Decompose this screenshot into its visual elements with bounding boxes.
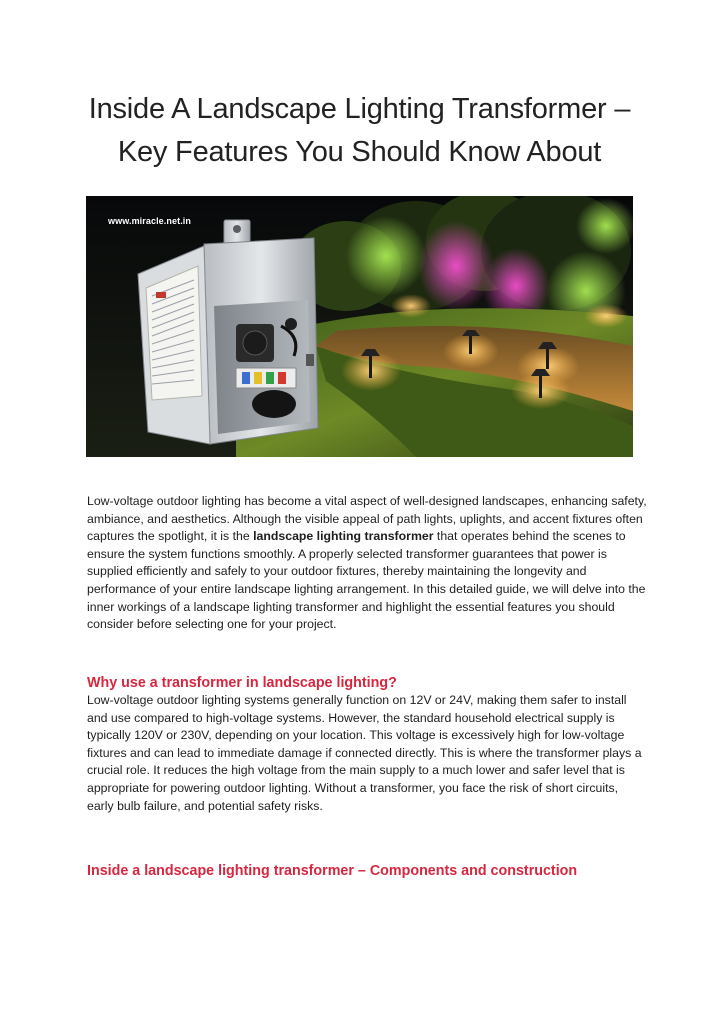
intro-text-start: Low-voltage outdoor lighting has become a vital aspect of well-designed landscapes, enhancing safety, ambiance, and aesthetics. Although the visible appeal of path lights, uplights, and accent fixtures often captures the spotlight, it is the [87,494,647,544]
hero-image [86,196,633,457]
page-title [40,88,679,174]
image-watermark: www.miracle.net.in [108,216,191,226]
title-line-1: Inside A Landscape Lighting Transformer – [88,93,631,125]
intro-paragraph [87,493,647,634]
section-heading-components: Inside a landscape lighting transformer – Components and construction [87,863,578,879]
title-line-2: Key Features You Should Know About [117,136,602,168]
intro-text-end: that operates behind the scenes to ensure the system functions smoothly. A properly selected transformer guarantees that power is supplied efficiently and safely to your outdoor fixtures, thereby maintaining the longevity and performance of your entire landscape lighting arrangement. In this detailed guide, we will delve into the inner workings of a landscape lighting transformer and highlight the essential features you should consider before selecting one for your project. [87,529,646,632]
section-heading-why-transformer: Why use a transformer in landscape lighting? [87,675,397,691]
transformer-garden-illustration [86,196,633,457]
intro-bold-term: landscape lighting transformer [253,529,434,544]
section-why-transformer-body: Low-voltage outdoor lighting systems generally function on 12V or 24V, making them safer to install and use compared to high-voltage systems. However, the standard household electrical supply is typically 120V or 230V, depending on your location. This voltage is excessively high for low-voltage fixtures and can lead to immediate damage if connected directly. This is where the transformer plays a crucial role. It reduces the high voltage from the main supply to a much lower and safer level that is appropriate for powering outdoor lighting. Without a transformer, you face the risk of short circuits, early bulb failure, and potential safety risks. [87,693,642,813]
